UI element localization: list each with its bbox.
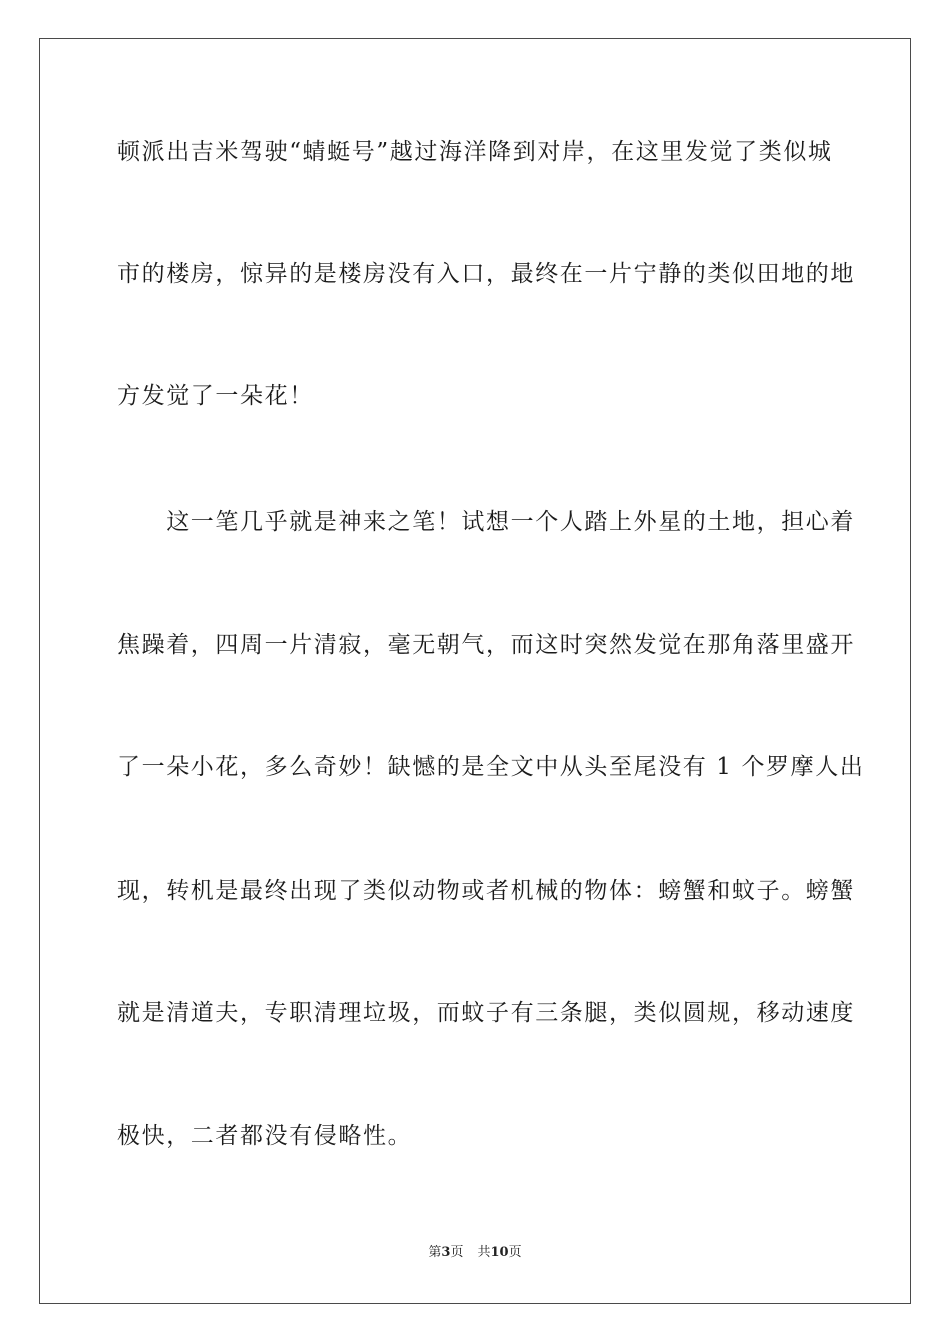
body-line-1: 顿派出吉米驾驶“蜻蜓号”越过海洋降到对岸，在这里发觉了类似城	[117, 139, 833, 165]
body-line-9: 极快，二者都没有侵略性。	[117, 1123, 413, 1149]
body-line-4: 这一笔几乎就是神来之笔！试想一个人踏上外星的土地，担心着	[117, 509, 855, 535]
page-label-suffix: 页	[450, 1245, 464, 1260]
page-footer	[0, 1244, 950, 1262]
total-label-suffix: 页	[508, 1245, 522, 1260]
page-label-prefix: 第	[428, 1245, 442, 1260]
total-label-prefix: 共	[477, 1245, 491, 1260]
body-line-7: 现，转机是最终出现了类似动物或者机械的物体：螃蟹和蚊子。螃蟹	[117, 878, 855, 904]
body-line-2: 市的楼房，惊异的是楼房没有入口，最终在一片宁静的类似田地的地	[117, 261, 855, 287]
body-line-6: 了一朵小花，多么奇妙！缺憾的是全文中从头至尾没有 1 个罗摩人出	[117, 754, 865, 780]
page-border	[39, 38, 911, 1304]
body-line-8: 就是清道夫，专职清理垃圾，而蚊子有三条腿，类似圆规，移动速度	[117, 1000, 855, 1026]
total-pages: 10	[490, 1245, 509, 1260]
page-number: 3	[441, 1245, 451, 1260]
body-line-3: 方发觉了一朵花！	[117, 383, 314, 409]
body-line-5: 焦躁着，四周一片清寂，毫无朝气，而这时突然发觉在那角落里盛开	[117, 632, 855, 658]
